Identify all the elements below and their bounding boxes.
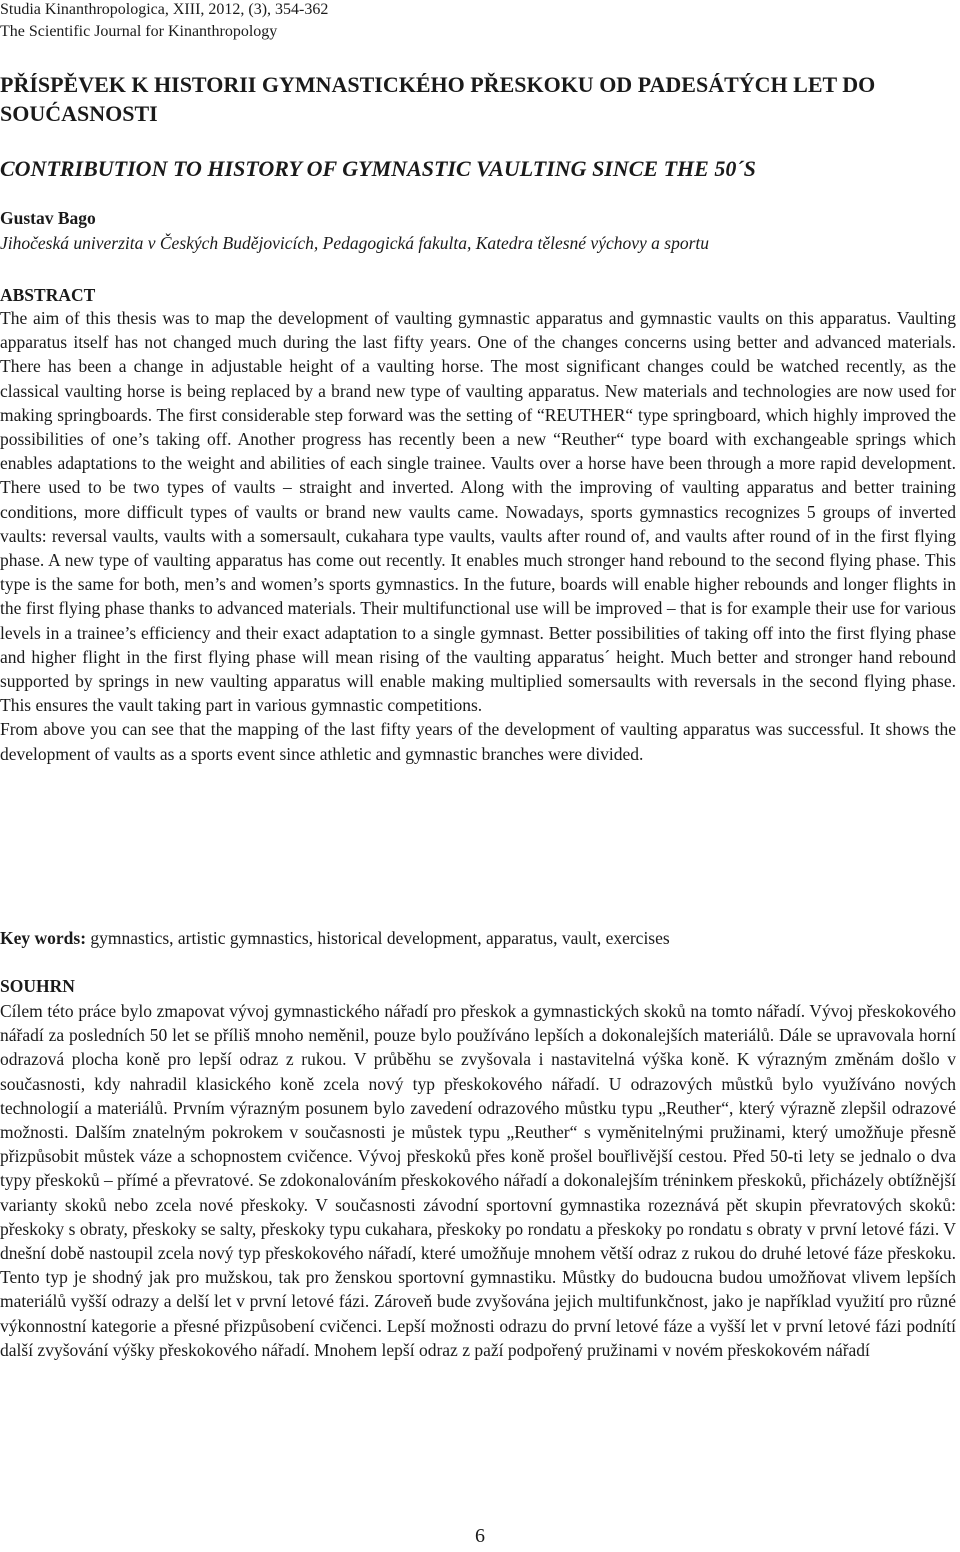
author-name: Gustav Bago: [0, 208, 96, 228]
abstract-heading: ABSTRACT: [0, 285, 96, 305]
souhrn-paragraph: Cílem této práce bylo zmapovat vývoj gymnastického nářadí pro přeskok a gymnastických skoků na tomto nářadí. Vývoj přeskokového nářadí za posledních 50 let se příliš mnoho neměnil, pouze bylo používáno lepších a dokonalejších materiálů. Dále se upravovala horní odrazová plocha koně pro lepší odraz z rukou. V průběhu se zvyšovala i nastavitelná výška koně. K výrazným změnám došlo v současnosti, kdy nahradil klasického koně zcela nový typ přeskokového nářadí. U odrazových můstků bylo využíváno nových technologií a materiálů. Prvním výrazným posunem bylo zavedení odrazového můstku typu „Reuther“, který výrazně zlepšil odrazové možnosti. Dalším znatelným pokrokem v současnosti je můstek typu „Reuther“ s vyměnitelnými pružinami, který umožňuje přesně přizpůsobit můstek váze a schopnostem cvičence. Vývoj přeskoků přes koně prošel bouřlivější cestou. Před 50-ti lety se jednalo o dva typy přeskoků – přímé a převratové. Se zdokonalováním přeskokového nářadí a dokonalejším tréninkem přeskoků, přicházely obtížnější varianty skoků nebo zcela nové přeskoky. V současnosti závodní sportovní gymnastika rozeznává pět skupin převratových skoků: přeskoky s obraty, přeskoky se salty, přeskoky typu cukahara, přeskoky po rondatu a přeskoky po rondatu s obraty v první letové fázi. V dnešní době nastoupil zcela nový typ přeskokového nářadí, které umožňuje mnohem větší odraz z rukou do druhé letové fáze přeskoku. Tento typ je shodný jak pro mužskou, tak pro ženskou sportovní gymnastiku. Můstky do budoucna budou umožňovat vlivem lepších materiálů vyšší odrazy a delší let v první letové fázi. Zároveň bude zvyšována jejich multifunkčnost, jako je například využití pro různé výkonnostní kategorie a přesné přizpůsobení cvičenci. Lepší možnosti odrazu do první letové fáze a vyšší let v první letové fázi podnítí další zvyšování výšky přeskokového nářadí. Mnohem lepší odraz z paží podpořený pružinami v novém přeskokovém nářadí: [0, 1001, 956, 1360]
keywords-text: gymnastics, artistic gymnastics, historical development, apparatus, vault, exercises: [86, 928, 670, 948]
abstract-paragraph: From above you can see that the mapping of the last fifty years of the development of vaulting apparatus was successful. It shows the development of vaults as a sports event since athletic and gymnastic branches were divided.: [0, 719, 956, 764]
title-english: CONTRIBUTION TO HISTORY OF GYMNASTIC VAULTING SINCE THE 50´S: [0, 156, 756, 181]
keywords: [0, 926, 670, 950]
journal-name: The Scientific Journal for Kinanthropology: [0, 23, 278, 40]
journal-citation: Studia Kinanthropologica, XIII, 2012, (3), 354-362: [0, 1, 329, 18]
souhrn-heading: SOUHRN: [0, 976, 75, 996]
souhrn-body: [0, 999, 956, 1362]
abstract-body: [0, 306, 956, 766]
abstract-paragraph: The aim of this thesis was to map the development of vaulting gymnastic apparatus and gymnastic vaults on this apparatus. Vaulting apparatus itself has not changed much during the last fifty years. One of the changes concerns using better and advanced materials. There has been a change in adjustable height of a vaulting horse. The most significant changes could be watched recently, as the classical vaulting horse is being replaced by a brand new type of vaulting apparatus. New materials and technologies are now used for making springboards. The first considerable step forward was the setting of “REUTHER“ type springboard, which highly improved the possibilities of one’s taking off. Another progress has recently been a new “Reuther“ type board with exchangeable springs which enables adaptations to the weight and abilities of each single trainee. Vaults over a horse have been through a more rapid development. There used to be two types of vaults – straight and inverted. Along with the improving of vaulting apparatus and better training conditions, more difficult types of vaults or brand new vaults came. Nowadays, sports gymnastics recognizes 5 groups of inverted vaults: reversal vaults, vaults with a somersault, cukahara type vaults, vaults after round of, and vaults after round of in the first flying phase. A new type of vaulting apparatus has come out recently. It enables much stronger hand rebound to the second flying phase. This type is the same for both, men’s and women’s sports gymnastics. In the future, boards will enable higher rebounds and longer flights in the first flying phase thanks to advanced materials. Their multifunctional use will be improved – that is for example their use for various levels in a trainee’s efficiency and their exact adaptation to a single gymnast. Better possibilities of taking off into the first flying phase and higher flight in the first flying phase will mean rising of the vaulting apparatus´ height. Much better and stronger hand rebound supported by springs in new vaulting apparatus will enable making multiplied somersaults with reversals in the second flying phase. This ensures the vault taking part in various gymnastic competitions.: [0, 308, 956, 716]
author-affiliation: Jihočeská univerzita v Českých Budějovicích, Pedagogická fakulta, Katedra tělesné výchovy a sportu: [0, 233, 709, 253]
title-czech: PŘÍSPĚVEK K HISTORII GYMNASTICKÉHO PŘESKOKU OD PADESÁTÝCH LET DO SOUĆASNOSTI: [0, 72, 876, 126]
keywords-label: Key words:: [0, 928, 87, 948]
page-number: 6: [475, 1525, 485, 1547]
